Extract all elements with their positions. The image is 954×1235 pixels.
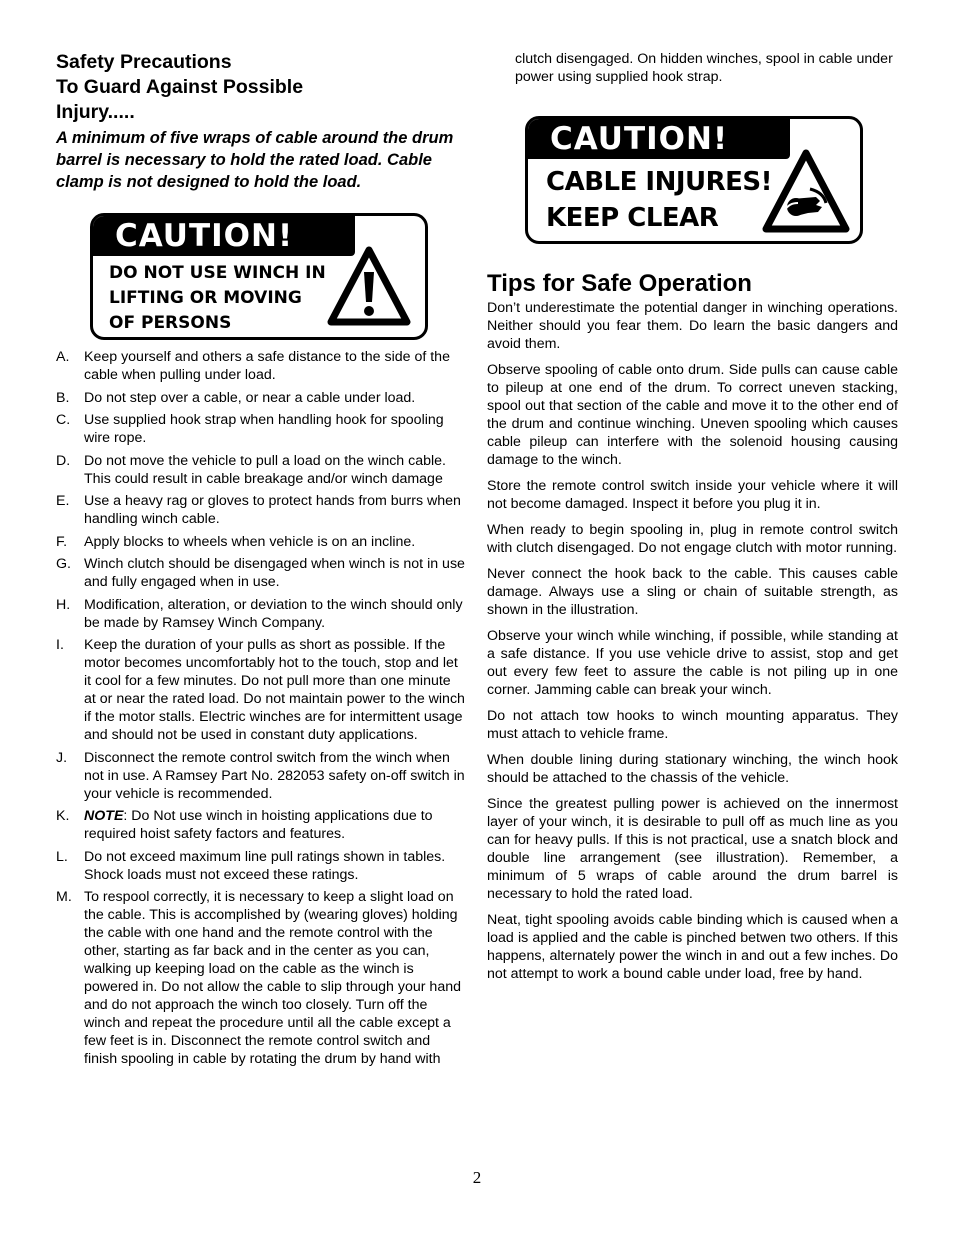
caution-header: CAUTION!	[528, 119, 790, 159]
paragraph: Since the greatest pulling power is achieved on the innermost layer of your winch, it is desirable to pull off as much line as you can for heavy pulls. If this is not practical, use a snatch block and double line arrangement (see illustration). Remember, a minimum of 5 wraps of cable around the drum barrel is necessary to hold the rated load.	[487, 796, 898, 902]
list-item: G. Winch clutch should be disengaged when winch is not in use and fully engaged when in use.	[56, 556, 465, 590]
paragraph: Observe your winch while winching, if possible, while standing at a safe distance. If you use vehicle drive to assist, stop and get out every few feet to assure the cable is not piling up in one corner. Jamming cable can break your winch.	[487, 628, 898, 698]
paragraph: When ready to begin spooling in, plug in remote control switch with clutch disengaged. Do not engage clutch with motor running.	[487, 522, 898, 556]
caution-sign-cable	[525, 116, 863, 244]
sign-line: LIFTING OR MOVING	[109, 288, 302, 308]
caution-sign-lifting	[90, 213, 428, 340]
list-item: F. Apply blocks to wheels when vehicle is on an incline.	[56, 533, 416, 550]
title-line: Injury.....	[56, 101, 135, 123]
hand-caught-in-cable-warning-icon	[762, 149, 850, 235]
sign-line: OF PERSONS	[109, 313, 232, 333]
tips-body	[487, 299, 898, 983]
wraps-warning: A minimum of five wraps of cable around the drum barrel is necessary to hold the rated load. Cable clamp is not designed to hold the load.	[56, 129, 454, 191]
list-item: L. Do not exceed maximum line pull ratings shown in tables. Shock loads must not exceed these ratings.	[56, 848, 446, 883]
page-number: 2	[472, 1168, 482, 1187]
list-item: I. Keep the duration of your pulls as short as possible. If the motor becomes uncomfortably hot to the touch, stop and let it cool for a few minutes. Do not pull more than one minute at or near the rated load. Do not maintain power to the winch if the motor stalls. Electric winches are for intermittent usage and should not be used in constant duty applications.	[56, 637, 465, 743]
list-item: C. Use supplied hook strap when handling hook for spooling wire rope.	[56, 412, 444, 446]
paragraph: Do not attach tow hooks to winch mounting apparatus. They must attach to vehicle frame.	[487, 708, 898, 742]
sign-line: CABLE INJURES!	[546, 167, 772, 197]
paragraph: Don’t underestimate the potential danger in winching operations. Neither should you fear them. Do learn the basic dangers and avoid them.	[487, 300, 898, 352]
sign-line: KEEP CLEAR	[546, 203, 719, 233]
sign-line: DO NOT USE WINCH IN	[109, 263, 326, 283]
caution-header: CAUTION!	[93, 216, 355, 256]
list-item: E. Use a heavy rag or gloves to protect hands from burrs when handling winch cable.	[56, 493, 461, 527]
list-item: D. Do not move the vehicle to pull a load on the winch cable. This could result in cable breakage and/or winch damage	[56, 452, 447, 487]
paragraph: Never connect the hook back to the cable. This causes cable damage. Always use a sling or chain of suitable strength, as shown in the illustration.	[487, 566, 898, 618]
list-item: K. NOTE: Do Not use winch in hoisting applications due to required hoist safety factors and features.	[56, 808, 433, 842]
exclamation-triangle-icon	[327, 246, 411, 326]
continued-text: clutch disengaged. On hidden winches, spool in cable under power using supplied hook strap.	[515, 51, 893, 85]
tips-heading: Tips for Safe Operation	[487, 270, 752, 297]
list-item: B. Do not step over a cable, or near a cable under load.	[56, 389, 416, 406]
paragraph: When double lining during stationary winching, the winch hook should be attached to the chassis of the vehicle.	[487, 752, 898, 786]
list-item: J. Disconnect the remote control switch from the winch when not in use. A Ramsey Part No. 282053 safety on-off switch in your vehicle is recommended.	[56, 749, 465, 802]
title-line: Safety Precautions	[56, 51, 232, 73]
list-item: M. To respool correctly, it is necessary to keep a slight load on the cable. This is accomplished by (wearing gloves) holding the cable with one hand and the remote control with the other, starting as far back and in the center as you can, walking up keeping load on the cable as the winch is powered in. Do not allow the cable to slip through your hand and do not approach the winch too closely. Turn off the winch and repeat the procedure until all the cable except a few feet is in. Disconnect the remote control switch and finish spooling in cable by rotating the drum by hand with	[56, 889, 461, 1067]
right-column	[487, 50, 898, 991]
note-label: NOTE	[84, 808, 124, 824]
paragraph: Observe spooling of cable onto drum. Side pulls can cause cable to pileup at one end of the drum. To correct uneven stacking, spool out that section of the cable and move it to the other end of the drum and continue winching. Uneven spooling which causes cable pileup can interfere with the solenoid housing causing damage to the winch.	[487, 362, 898, 468]
precautions-list	[56, 348, 466, 1068]
title-line: To Guard Against Possible	[56, 76, 304, 98]
list-item: A. Keep yourself and others a safe distance to the side of the cable when pulling under load.	[56, 349, 450, 383]
section-title	[56, 50, 466, 125]
paragraph: Store the remote control switch inside your vehicle where it will not become damaged. Inspect it before you plug it in.	[487, 478, 898, 512]
left-column	[56, 50, 466, 1073]
paragraph: Neat, tight spooling avoids cable binding which is caused when a load is applied and the cable is pinched betwen two others. If this happens, alternately power the winch in and out a few inches. Do not attempt to work a bound cable under load, free by hand.	[487, 912, 898, 982]
list-item: H. Modification, alteration, or deviation to the winch should only be made by Ramsey Winch Company.	[56, 596, 463, 631]
